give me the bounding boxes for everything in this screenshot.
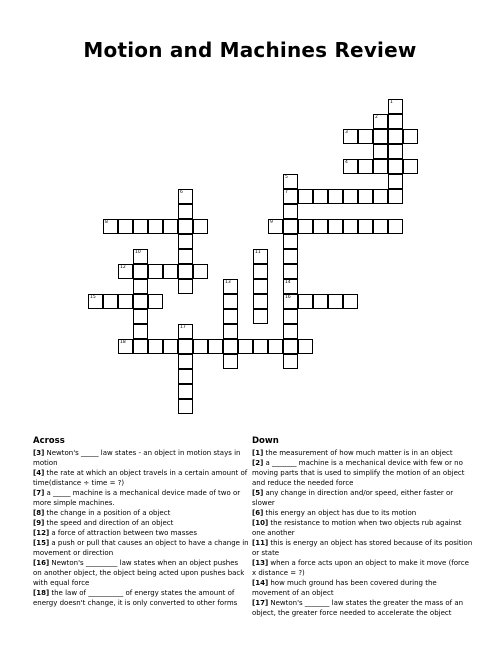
across-clue xyxy=(33,538,249,558)
grid-cell[interactable] xyxy=(178,189,193,204)
grid-cell[interactable] xyxy=(388,159,403,174)
grid-cell[interactable] xyxy=(313,219,328,234)
grid-cell[interactable] xyxy=(178,339,193,354)
clue-text: the rate at which an object travels in a certain amount of time(distance ÷ time = ?) xyxy=(33,469,248,487)
grid-cell[interactable] xyxy=(163,219,178,234)
clue-text: Newton's _______ law states the greater the mass of an object, the greater force needed to accelerate the object xyxy=(252,599,464,617)
down-clue xyxy=(252,458,474,488)
clue-number: 16 xyxy=(285,295,291,300)
grid-cell[interactable] xyxy=(163,339,178,354)
grid-cell[interactable] xyxy=(223,294,238,309)
grid-cell[interactable] xyxy=(133,324,148,339)
clue-number: 17 xyxy=(180,325,186,330)
clue-number-label: [7] xyxy=(33,489,45,497)
grid-cell[interactable] xyxy=(193,339,208,354)
grid-cell[interactable] xyxy=(118,264,133,279)
clue-number: 4 xyxy=(345,160,348,165)
clue-number-label: [8] xyxy=(33,509,45,517)
clue-number-label: [3] xyxy=(33,449,45,457)
clue-text: a _______ machine is a mechanical device with few or no moving parts that is used to simplify the motion of an object and reduce the needed force xyxy=(252,459,465,487)
grid-cell[interactable] xyxy=(313,189,328,204)
clue-number-label: [9] xyxy=(33,519,45,527)
grid-cell[interactable] xyxy=(133,339,148,354)
grid-cell[interactable] xyxy=(178,399,193,414)
across-heading: Across xyxy=(33,436,65,446)
clue-number: 18 xyxy=(120,340,126,345)
grid-cell[interactable] xyxy=(298,219,313,234)
grid-cell[interactable] xyxy=(103,294,118,309)
grid-cell[interactable] xyxy=(148,294,163,309)
grid-cell[interactable] xyxy=(223,354,238,369)
clue-number: 1 xyxy=(390,100,393,105)
grid-cell[interactable] xyxy=(223,339,238,354)
clue-number: 2 xyxy=(375,115,378,120)
clue-number: 10 xyxy=(135,250,141,255)
clue-text: a _____ machine is a mechanical device made of two or more simple machines. xyxy=(33,489,241,507)
clue-text: any change in direction and/or speed, either faster or slower xyxy=(252,489,454,507)
grid-cell[interactable] xyxy=(358,159,373,174)
clue-number-label: [13] xyxy=(252,559,269,567)
clue-number-label: [12] xyxy=(33,529,50,537)
clue-number: 6 xyxy=(180,190,183,195)
grid-cell[interactable] xyxy=(358,129,373,144)
grid-cell[interactable] xyxy=(253,279,268,294)
clue-text: the resistance to motion when two objects rub against one another xyxy=(252,519,462,537)
grid-cell[interactable] xyxy=(178,219,193,234)
clue-text: the law of __________ of energy states the amount of energy doesn't change, it is only converted to other forms xyxy=(33,589,238,607)
down-clue-list xyxy=(252,448,474,618)
clue-text: Newton's _____ law states - an object in motion stays in motion xyxy=(33,449,241,467)
grid-cell[interactable] xyxy=(253,294,268,309)
grid-cell[interactable] xyxy=(238,339,253,354)
grid-cell[interactable] xyxy=(163,264,178,279)
grid-cell[interactable] xyxy=(343,159,358,174)
grid-cell[interactable] xyxy=(193,264,208,279)
down-clue xyxy=(252,518,474,538)
clue-number-label: [17] xyxy=(252,599,269,607)
clue-number-label: [14] xyxy=(252,579,269,587)
grid-cell[interactable] xyxy=(388,114,403,129)
grid-cell[interactable] xyxy=(268,219,283,234)
down-clue xyxy=(252,448,474,458)
grid-cell[interactable] xyxy=(328,294,343,309)
across-clue xyxy=(33,588,249,608)
grid-cell[interactable] xyxy=(133,309,148,324)
grid-cell[interactable] xyxy=(133,264,148,279)
grid-cell[interactable] xyxy=(283,309,298,324)
grid-cell[interactable] xyxy=(268,339,283,354)
grid-cell[interactable] xyxy=(283,279,298,294)
grid-cell[interactable] xyxy=(328,219,343,234)
grid-cell[interactable] xyxy=(283,174,298,189)
grid-cell[interactable] xyxy=(373,219,388,234)
grid-cell[interactable] xyxy=(328,189,343,204)
clue-number: 14 xyxy=(285,280,291,285)
clue-number: 5 xyxy=(285,175,288,180)
grid-cell[interactable] xyxy=(343,294,358,309)
down-clue xyxy=(252,508,474,518)
clue-number: 12 xyxy=(120,265,126,270)
clue-number: 7 xyxy=(285,190,288,195)
grid-cell[interactable] xyxy=(283,234,298,249)
clue-number-label: [1] xyxy=(252,449,264,457)
grid-cell[interactable] xyxy=(388,219,403,234)
across-clue-list xyxy=(33,448,249,608)
grid-cell[interactable] xyxy=(343,189,358,204)
grid-cell[interactable] xyxy=(283,339,298,354)
grid-cell[interactable] xyxy=(133,249,148,264)
grid-cell[interactable] xyxy=(178,264,193,279)
clue-number: 8 xyxy=(105,220,108,225)
across-clue xyxy=(33,468,249,488)
grid-cell[interactable] xyxy=(373,144,388,159)
clue-number-label: [4] xyxy=(33,469,45,477)
clue-number-label: [16] xyxy=(33,559,50,567)
clue-number-label: [15] xyxy=(33,539,50,547)
across-clue xyxy=(33,528,249,538)
down-clue xyxy=(252,598,474,618)
clue-number: 3 xyxy=(345,130,348,135)
grid-cell[interactable] xyxy=(373,129,388,144)
grid-cell[interactable] xyxy=(283,264,298,279)
grid-cell[interactable] xyxy=(133,219,148,234)
down-clue xyxy=(252,578,474,598)
grid-cell[interactable] xyxy=(298,339,313,354)
across-clue xyxy=(33,508,249,518)
grid-cell[interactable] xyxy=(388,129,403,144)
grid-cell[interactable] xyxy=(193,219,208,234)
clue-text: when a force acts upon an object to make it move (force x distance = ?) xyxy=(252,559,469,577)
down-clue xyxy=(252,488,474,508)
grid-cell[interactable] xyxy=(388,189,403,204)
puzzle-title: Motion and Machines Review xyxy=(83,38,417,62)
grid-cell[interactable] xyxy=(253,249,268,264)
grid-cell[interactable] xyxy=(343,129,358,144)
grid-cell[interactable] xyxy=(133,279,148,294)
grid-cell[interactable] xyxy=(223,279,238,294)
grid-cell[interactable] xyxy=(178,354,193,369)
grid-cell[interactable] xyxy=(283,219,298,234)
clue-text: this energy an object has due to its motion xyxy=(263,509,417,517)
clue-text: the measurement of how much matter is in an object xyxy=(263,449,453,457)
across-clue xyxy=(33,448,249,468)
grid-cell[interactable] xyxy=(178,369,193,384)
grid-cell[interactable] xyxy=(283,189,298,204)
grid-cell[interactable] xyxy=(253,339,268,354)
grid-cell[interactable] xyxy=(223,324,238,339)
clue-text: a push or pull that causes an object to have a change in movement or direction xyxy=(33,539,249,557)
grid-cell[interactable] xyxy=(373,159,388,174)
clue-number-label: [2] xyxy=(252,459,264,467)
grid-cell[interactable] xyxy=(148,264,163,279)
grid-cell[interactable] xyxy=(118,339,133,354)
grid-cell[interactable] xyxy=(133,294,148,309)
grid-cell[interactable] xyxy=(403,159,418,174)
clue-number: 15 xyxy=(90,295,96,300)
grid-cell[interactable] xyxy=(283,294,298,309)
clue-text: a force of attraction between two masses xyxy=(49,529,197,537)
grid-cell[interactable] xyxy=(298,294,313,309)
grid-cell[interactable] xyxy=(223,309,238,324)
clue-text: Newton's _________ law states when an object pushes on another object, the object being acted upon pushes back with equal force xyxy=(33,559,245,587)
clue-number: 9 xyxy=(270,220,273,225)
clue-text: how much ground has been covered during the movement of an object xyxy=(252,579,437,597)
grid-cell[interactable] xyxy=(403,129,418,144)
grid-cell[interactable] xyxy=(283,324,298,339)
down-heading: Down xyxy=(252,436,279,446)
clue-number: 11 xyxy=(255,250,261,255)
grid-cell[interactable] xyxy=(88,294,103,309)
grid-cell[interactable] xyxy=(298,189,313,204)
across-clue xyxy=(33,488,249,508)
down-clue xyxy=(252,558,474,578)
clue-text: the change in a position of a object xyxy=(44,509,171,517)
across-clue xyxy=(33,518,249,528)
grid-cell[interactable] xyxy=(283,249,298,264)
clue-number-label: [10] xyxy=(252,519,269,527)
clue-number: 13 xyxy=(225,280,231,285)
grid-cell[interactable] xyxy=(388,144,403,159)
grid-cell[interactable] xyxy=(178,249,193,264)
grid-cell[interactable] xyxy=(388,99,403,114)
grid-cell[interactable] xyxy=(358,219,373,234)
grid-cell[interactable] xyxy=(283,204,298,219)
grid-cell[interactable] xyxy=(178,204,193,219)
grid-cell[interactable] xyxy=(148,219,163,234)
grid-cell[interactable] xyxy=(208,339,223,354)
down-clue xyxy=(252,538,474,558)
grid-cell[interactable] xyxy=(343,219,358,234)
grid-cell[interactable] xyxy=(253,309,268,324)
clue-number-label: [5] xyxy=(252,489,264,497)
grid-cell[interactable] xyxy=(178,279,193,294)
grid-cell[interactable] xyxy=(118,219,133,234)
grid-cell[interactable] xyxy=(118,294,133,309)
grid-cell[interactable] xyxy=(178,234,193,249)
clue-number-label: [6] xyxy=(252,509,264,517)
grid-cell[interactable] xyxy=(148,339,163,354)
clue-number-label: [18] xyxy=(33,589,50,597)
grid-cell[interactable] xyxy=(373,114,388,129)
grid-cell[interactable] xyxy=(373,189,388,204)
grid-cell[interactable] xyxy=(313,294,328,309)
grid-cell[interactable] xyxy=(253,264,268,279)
clue-text: the speed and direction of an object xyxy=(44,519,174,527)
grid-cell[interactable] xyxy=(388,174,403,189)
grid-cell[interactable] xyxy=(283,354,298,369)
grid-cell[interactable] xyxy=(358,189,373,204)
clue-text: this is energy an object has stored because of its position or state xyxy=(252,539,473,557)
clue-number-label: [11] xyxy=(252,539,269,547)
grid-cell[interactable] xyxy=(103,219,118,234)
grid-cell[interactable] xyxy=(178,324,193,339)
across-clue xyxy=(33,558,249,588)
grid-cell[interactable] xyxy=(178,384,193,399)
